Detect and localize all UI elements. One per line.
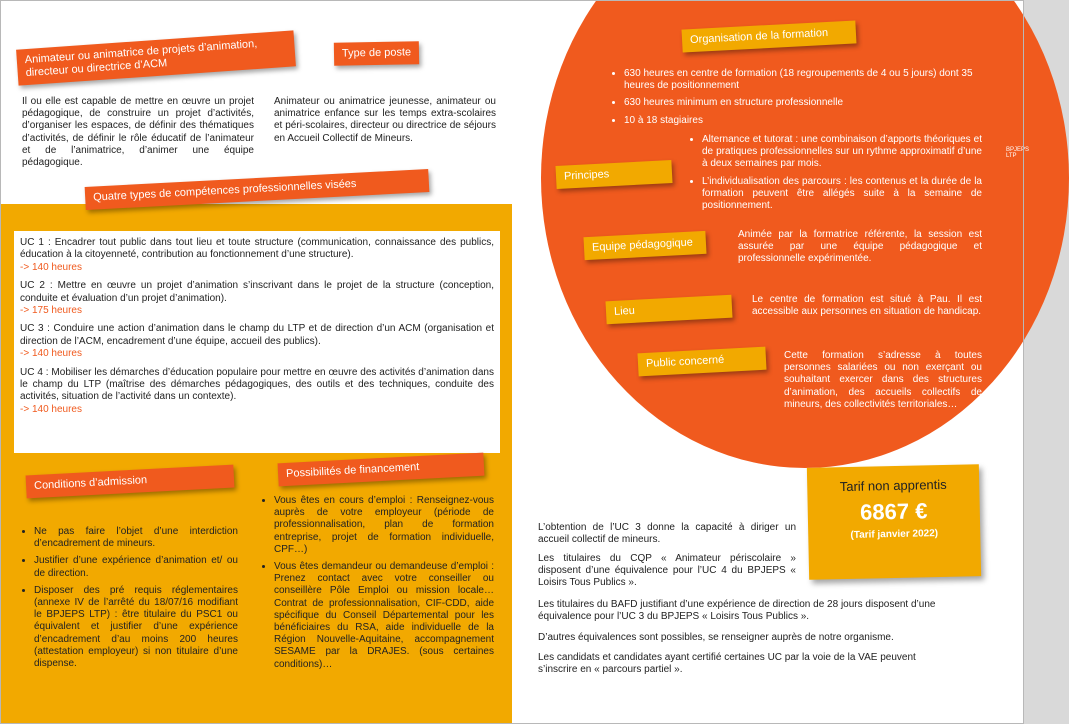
uc-list bbox=[14, 231, 500, 453]
organisation-item: • 10 à 18 stagiaires bbox=[624, 115, 984, 127]
uc-item: UC 4 : Mobiliser les démarches d’éducation populaire pour mettre en œuvre des activités d’animation dans le champ du LTP (maîtrise des démarches pédagogiques, des outils et des techniques, conduite des activités, situation de l’activité dans un contexte). -> 140 heures bbox=[20, 366, 494, 415]
equivalence-5: Les candidats et candidates ayant certifié certaines UC par la voie de la VAE peuvent s’inscrire en « parcours partiel ». bbox=[538, 652, 916, 676]
financement-item: • Vous êtes demandeur ou demandeuse d’emploi : Prenez contact avec votre conseiller ou conseillère Pôle Emploi ou mission locale… Contrat de professionnalisation, CIF-CDD, aide spécifique du Conseil Départemental pour les bénéficiaires du RSA, aide individuelle de la Région Nouvelle-Aquitaine, accompagnement SESAME par la DRAJES. (sous certaines conditions)… bbox=[274, 561, 494, 671]
label-organisation: Organisation de la formation bbox=[682, 20, 857, 52]
principes-item: • Alternance et tutorat : une combinaison d’apports théoriques et de pratiques professionnelles sur un rythme approximatif d’une à deux semaines par mois. bbox=[702, 134, 982, 171]
admission-list bbox=[22, 526, 238, 675]
equipe-text: Animée par la formatrice référente, la session est assurée par une équipe pédagogique et professionnelle expérimentée. bbox=[738, 229, 982, 265]
label-equipe: Equipe pédagogique bbox=[583, 231, 706, 260]
label-public: Public concerné bbox=[637, 347, 766, 377]
organisation-list bbox=[612, 68, 984, 132]
equivalence-4: D’autres équivalences sont possibles, se renseigner auprès de notre organisme. bbox=[538, 632, 894, 643]
equivalence-1: L’obtention de l’UC 3 donne la capacité à diriger un accueil collectif de mineurs. bbox=[538, 522, 796, 546]
public-text: Cette formation s’adresse à toutes personnes salariées ou non exerçant ou souhaitant exercer dans des structures d’animation, des accueils collectifs de mineurs, des collectivités territoriales… bbox=[784, 350, 982, 410]
label-financement: Possibilités de financement bbox=[278, 453, 485, 487]
equivalence-2: Les titulaires du CQP « Animateur périscolaire » disposent d’une équivalence pour l’UC 4 du BPJEPS « Loisirs Tous Publics ». bbox=[538, 553, 796, 589]
poste-description: Animateur ou animatrice jeunesse, animateur ou animatrice enfance sur les temps extra-scolaires et péri-scolaires, directeur ou directrice de séjours en Accueil Collectif de Mineurs. bbox=[274, 96, 496, 144]
uc-item: UC 2 : Mettre en œuvre un projet d’animation s’inscrivant dans le projet de la structure (conception, conduite et évaluation d’un projet d’animation). -> 175 heures bbox=[20, 280, 494, 317]
equivalence-3: Les titulaires du BAFD justifiant d’une expérience de direction de 28 jours disposent d’une équivalence pour l’UC 3 du BPJEPS « Loisirs Tous Publics ». bbox=[538, 599, 936, 623]
principes-item: • L’individualisation des parcours : les contenus et la durée de la formation peuvent être allégés suite à la semaine de positionnement. bbox=[702, 176, 982, 213]
lieu-text: Le centre de formation est situé à Pau. Il est accessible aux personnes en situation de handicap. bbox=[752, 294, 982, 318]
side-caption: BPJEPS LTP bbox=[1006, 147, 1030, 159]
tarif-box bbox=[807, 464, 981, 580]
tarif-note: (Tarif janvier 2022) bbox=[850, 528, 939, 541]
label-admission: Conditions d’admission bbox=[26, 465, 235, 499]
admission-item: • Ne pas faire l’objet d’une interdiction d’encadrement de mineurs. bbox=[34, 526, 238, 550]
admission-item: • Justifier d’une expérience d’animation et/ ou de direction. bbox=[34, 555, 238, 579]
tarif-title: Tarif non apprentis bbox=[839, 476, 947, 495]
metier-description: Il ou elle est capable de mettre en œuvre un projet pédagogique, de construire un projet d’activités, d’organiser les espaces, de définir des thématiques d’activités, de définir le rôle éducatif de l’animateur et de l’animatrice, d’animer une équipe pédagogique. bbox=[22, 96, 254, 169]
label-competences: Quatre types de compétences professionnelles visées bbox=[85, 169, 430, 210]
financement-item: • Vous êtes en cours d’emploi : Renseignez-vous auprès de votre employeur (période de professionnalisation, plan de formation entreprise, projet de formation individuelle, CPF…) bbox=[274, 495, 494, 556]
organisation-item: • 630 heures minimum en structure professionnelle bbox=[624, 97, 984, 109]
admission-item: • Disposer des pré requis réglementaires (annexe IV de l’arrêté du 18/07/16 modifiant le BPJEPS LTP) : être titulaire du PSC1 ou équivalent et justifier d’une expérience d’encadrement d’au moins 200 heures (attestation employeur) si non titulaire d’une dispense. bbox=[34, 585, 238, 670]
label-metier: Animateur ou animatrice de projets d’animation, directeur ou directrice d’ACM bbox=[16, 30, 296, 85]
organisation-item: • 630 heures en centre de formation (18 regroupements de 4 ou 5 jours) dont 35 heures de positionnement bbox=[624, 68, 984, 92]
label-lieu: Lieu bbox=[605, 295, 732, 325]
tarif-price: 6867 € bbox=[859, 498, 928, 525]
uc-item: UC 3 : Conduire une action d’animation dans le champ du LTP et de direction d’un ACM (organisation et direction de l’ACM, encadrement d’une équipe, accueil des publics). -> 140 heures bbox=[20, 323, 494, 360]
label-principes: Principes bbox=[555, 160, 672, 189]
principes-list bbox=[690, 134, 982, 217]
label-type-poste: Type de poste bbox=[334, 41, 419, 65]
uc-item: UC 1 : Encadrer tout public dans tout lieu et toute structure (communication, connaissance des publics, éducation à la citoyenneté, contribution au fonctionnement d’une structure). -> 140 heures bbox=[20, 237, 494, 273]
financement-list bbox=[262, 495, 494, 676]
